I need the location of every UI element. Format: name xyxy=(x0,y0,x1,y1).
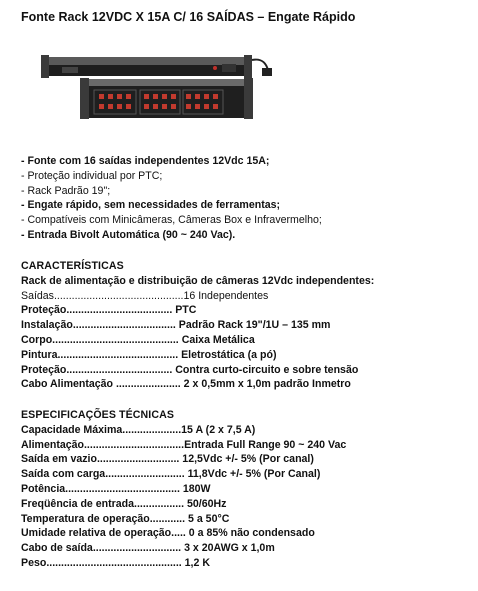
product-photo xyxy=(0,0,478,150)
spec-row: Cabo Alimentação ...................... 2 x 0,5mm x 1,0m padrão Inmetro xyxy=(21,378,351,391)
spec-row: Potência....................................... 180W xyxy=(21,482,211,495)
spec-row: Capacidade Máxima....................15 A (2 x 7,5 A) xyxy=(21,423,256,436)
spec-row: Proteção.................................... Contra curto-circuito e sobre tensão xyxy=(21,363,359,376)
spec-row: Corpo........................................... Caixa Metálica xyxy=(21,333,255,346)
spec-row: Pintura......................................... Eletrostática (a pó) xyxy=(21,348,277,361)
feature-item: - Proteção individual por PTC; xyxy=(21,169,163,182)
feature-item: - Fonte com 16 saídas independentes 12Vdc 15A; xyxy=(21,155,270,167)
spec-row: Instalação................................... Padrão Rack 19"/1U – 135 mm xyxy=(21,319,331,332)
feature-list xyxy=(21,154,322,243)
rack-unit-front xyxy=(80,78,253,119)
characteristics-section xyxy=(21,259,374,392)
characteristics-lead: Rack de alimentação e distribuição de câmeras 12Vdc independentes: xyxy=(21,274,375,287)
spec-row: Peso.............................................. 1,2 K xyxy=(21,556,210,569)
spec-row: Saída com carga........................... 11,8Vdc +/- 5% (Por Canal) xyxy=(21,468,321,481)
feature-item: - Rack Padrão 19"; xyxy=(21,184,111,197)
rack-unit-back xyxy=(41,55,272,78)
spec-row: Saída em vazio............................ 12,5Vdc +/- 5% (Por canal) xyxy=(21,453,314,466)
specifications-section xyxy=(21,408,346,571)
spec-row: Proteção.................................... PTC xyxy=(21,304,197,317)
characteristics-heading: CARACTERÍSTICAS xyxy=(21,260,124,272)
specifications-heading: ESPECIFICAÇÕES TÉCNICAS xyxy=(21,409,174,421)
spec-row: Alimentação..................................Entrada Full Range 90 ~ 240 Vac xyxy=(21,438,347,451)
spec-row: Cabo de saída.............................. 3 x 20AWG x 1,0m xyxy=(21,542,275,555)
feature-item: - Engate rápido, sem necessidades de ferramentas; xyxy=(21,199,281,212)
spec-row: Temperatura de operação............ 5 a 50°C xyxy=(21,512,230,525)
page-title: Fonte Rack 12VDC X 15A C/ 16 SAÍDAS – Engate Rápido xyxy=(21,10,356,24)
spec-row: Saídas............................................16 Independentes xyxy=(21,289,269,302)
feature-item: - Compatíveis com Minicâmeras, Câmeras Box e Infravermelho; xyxy=(21,214,322,227)
spec-row: Umidade relativa de operação..... 0 a 85% não condensado xyxy=(21,527,315,540)
feature-item: - Entrada Bivolt Automática (90 ~ 240 Vac). xyxy=(21,228,236,241)
spec-row: Freqüência de entrada................. 50/60Hz xyxy=(21,497,227,510)
